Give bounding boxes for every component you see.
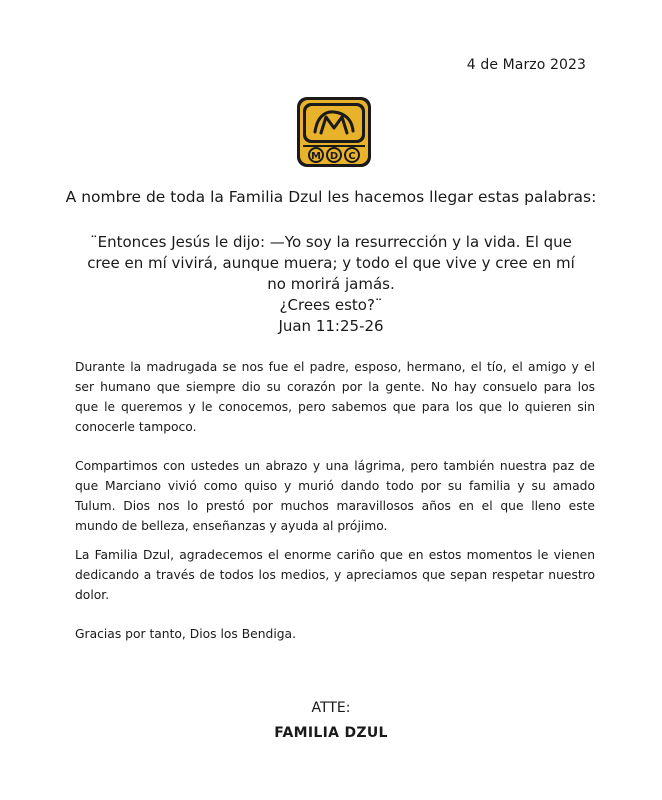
paragraph-line: conocerle tampoco.: [75, 420, 197, 434]
quote-line: ¨Entonces Jesús le dijo: —Yo soy la resurrección y la vida. El que: [90, 233, 572, 251]
logo-letter-d: D: [329, 151, 339, 162]
paragraph-condolence: [75, 357, 595, 437]
paragraph-line: mundo de belleza, enseñanzas y ayuda al prójimo.: [75, 519, 388, 533]
paragraph-gratitude: [75, 545, 595, 605]
closing-atte: ATTE:: [311, 700, 351, 716]
intro-heading: A nombre de toda la Familia Dzul les hacemos llegar estas palabras:: [65, 188, 597, 206]
paragraph-thanks: [75, 624, 595, 644]
bible-quote: [0, 232, 662, 337]
paragraph-line: Durante la madrugada se nos fue el padre, esposo, hermano, el tío, el amigo y el: [75, 360, 595, 374]
paragraph-line: Gracias por tanto, Dios los Bendiga.: [75, 627, 297, 641]
paragraph-sharing: [75, 456, 595, 536]
logo-letter-c: C: [348, 151, 356, 162]
quote-line: cree en mí vivirá, aunque muera; y todo el que vive y cree en mí: [87, 254, 575, 272]
paragraph-line: que le queremos y le conocemos, pero sabemos que para los que lo quieren sin: [75, 400, 595, 414]
logo-letter-m: M: [311, 151, 321, 162]
paragraph-line: Tulum. Dios nos lo prestó por muchos maravillosos años en el que lleno este: [75, 499, 595, 513]
quote-line: no morirá jamás.: [267, 275, 395, 293]
paragraph-line: ser humano que siempre dio su corazón por la gente. No hay consuelo para los: [75, 380, 595, 394]
paragraph-line: La Familia Dzul, agradecemos el enorme cariño que en estos momentos le vienen: [75, 548, 595, 562]
paragraph-line: que Marciano vivió como quiso y murió dando todo por su familia y su amado: [75, 479, 595, 493]
paragraph-line: dolor.: [75, 588, 110, 602]
paragraph-line: dedicando a través de todos los medios, y apreciamos que sepan respetar nuestro: [75, 568, 595, 582]
quote-citation: Juan 11:25-26: [278, 317, 384, 335]
signature: FAMILIA DZUL: [274, 725, 388, 741]
letter-date: 4 de Marzo 2023: [466, 57, 586, 73]
quote-line: ¿Crees esto?¨: [279, 296, 383, 314]
paragraph-line: Compartimos con ustedes un abrazo y una lágrima, pero también nuestra paz de: [75, 459, 595, 473]
mdc-logo-icon: [295, 95, 373, 169]
